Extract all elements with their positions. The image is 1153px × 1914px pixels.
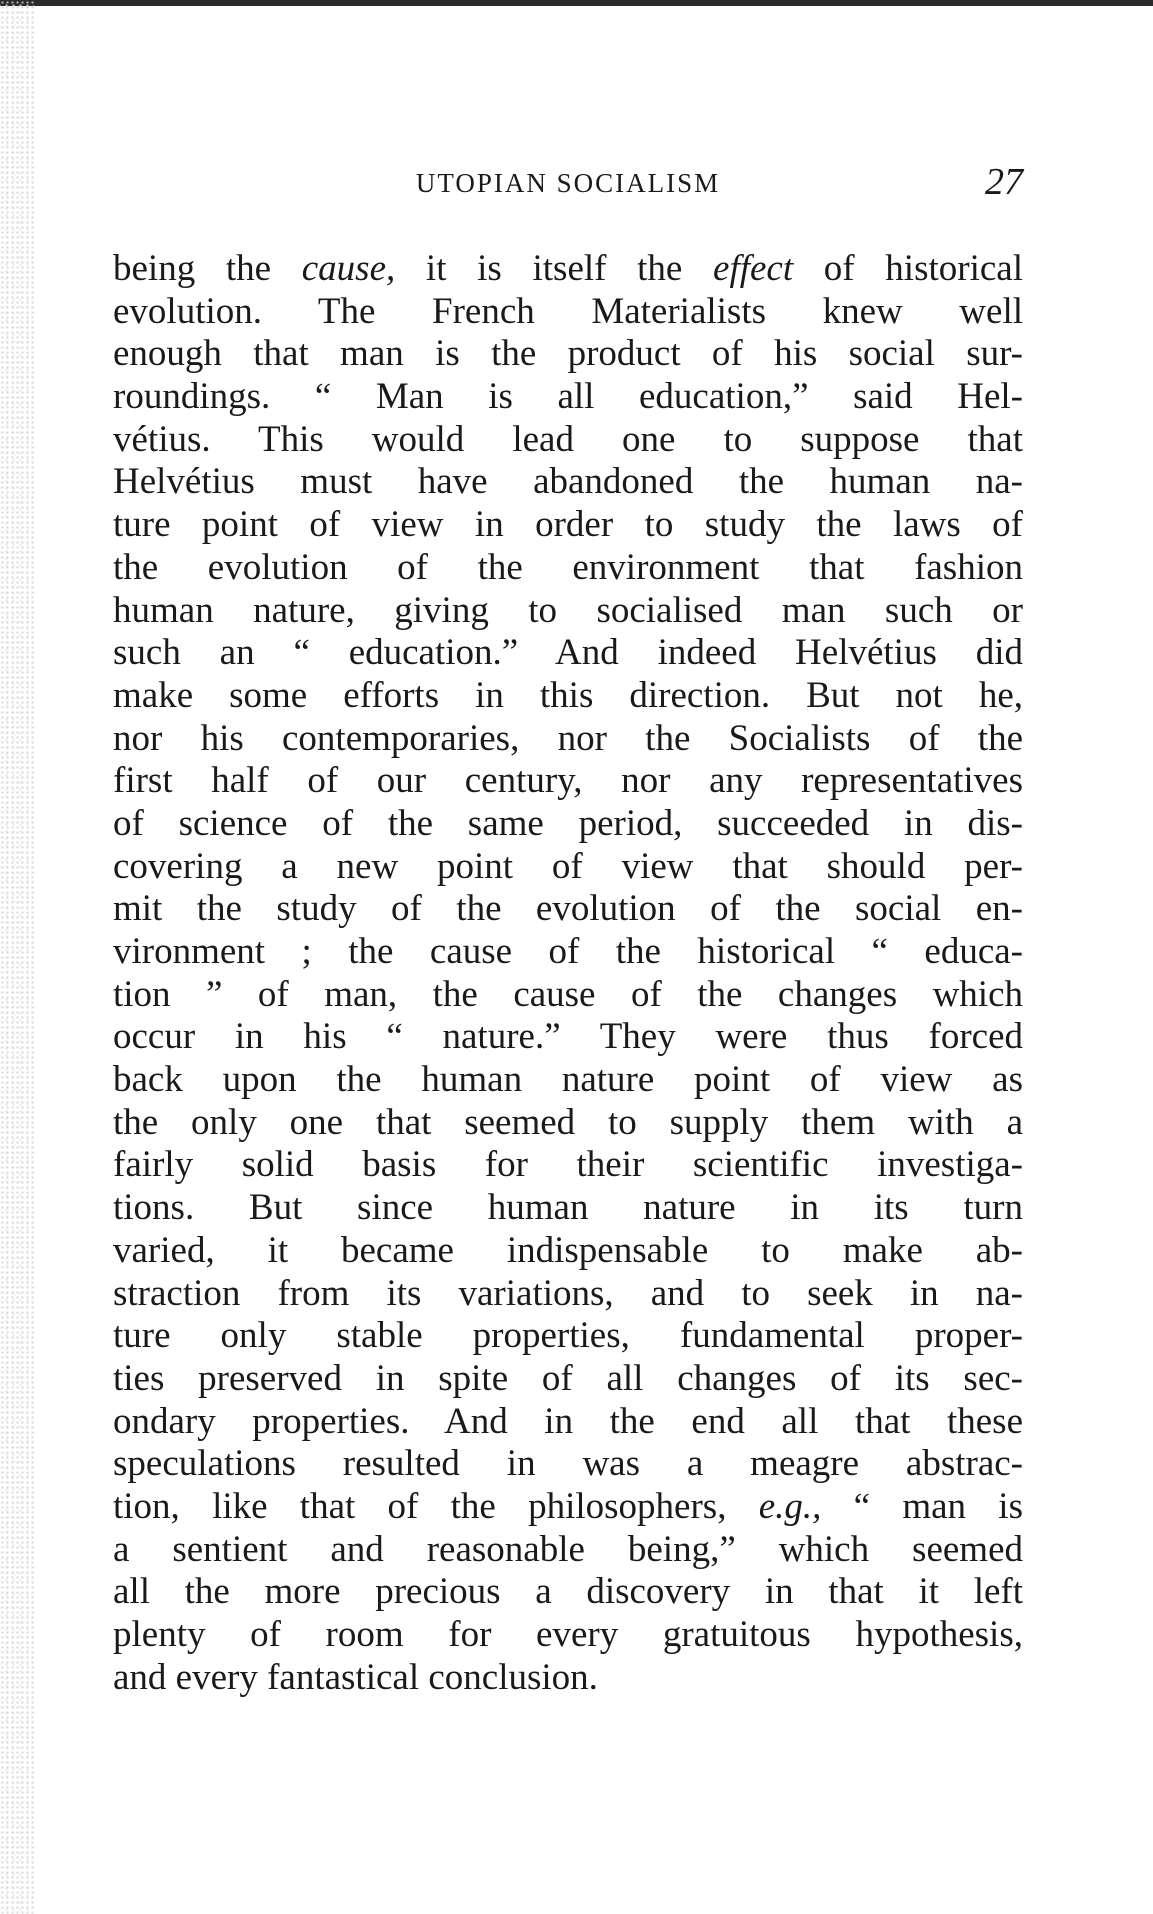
text-line: the only one that seemed to supply them with a <box>113 1101 1023 1143</box>
text-line: varied, it became indispensable to make ab- <box>113 1229 1023 1271</box>
text-line: being the cause, it is itself the effect of historical <box>113 248 1023 289</box>
text-line: Helvétius must have abandoned the human na- <box>113 461 1023 503</box>
text-line: fairly solid basis for their scientific investiga- <box>113 1144 1023 1186</box>
body-paragraph <box>113 248 1023 1699</box>
text-line: such an “ education.” And indeed Helvétius did <box>113 632 1023 674</box>
text-line: back upon the human nature point of view as <box>113 1059 1023 1101</box>
text-line: covering a new point of view that should per- <box>113 845 1023 887</box>
page-number: 27 <box>985 161 1023 203</box>
text-line: vironment ; the cause of the historical “ educa- <box>113 931 1023 972</box>
text-line: of science of the same period, succeeded in dis- <box>113 802 1023 844</box>
text-line: tion, like that of the philosophers, e.g., “ man is <box>113 1485 1023 1527</box>
text-line: speculations resulted in was a meagre abstrac- <box>113 1443 1023 1485</box>
text-line: nor his contemporaries, nor the Socialists of the <box>113 717 1023 759</box>
text-line: make some efforts in this direction. But not he, <box>113 674 1023 716</box>
text-line: first half of our century, nor any representatives <box>113 760 1023 802</box>
text-line: vétius. This would lead one to suppose that <box>113 418 1023 460</box>
text-line: roundings. “ Man is all education,” said Hel- <box>113 376 1023 418</box>
text-line: a sentient and reasonable being,” which seemed <box>113 1528 1023 1570</box>
text-line: mit the study of the evolution of the social en- <box>113 888 1023 930</box>
text-line: and every fantastical conclusion. <box>113 1656 598 1698</box>
text-line: ties preserved in spite of all changes of its sec- <box>113 1357 1023 1399</box>
text-line: straction from its variations, and to seek in na- <box>113 1272 1023 1314</box>
running-head <box>113 160 1023 210</box>
text-line: enough that man is the product of his social sur- <box>113 333 1023 375</box>
text-line: tions. But since human nature in its turn <box>113 1187 1023 1229</box>
text-line: all the more precious a discovery in that it left <box>113 1571 1023 1613</box>
text-line: occur in his “ nature.” They were thus forced <box>113 1016 1023 1058</box>
text-line: the evolution of the environment that fashion <box>113 546 1023 588</box>
text-line: human nature, giving to socialised man such or <box>113 589 1023 631</box>
text-line: plenty of room for every gratuitous hypothesis, <box>113 1614 1023 1655</box>
binding-gutter <box>0 0 34 1914</box>
running-title: UTOPIAN SOCIALISM <box>415 168 721 198</box>
text-line: ture point of view in order to study the laws of <box>113 504 1023 546</box>
book-page <box>113 160 1023 1699</box>
text-line: ondary properties. And in the end all that these <box>113 1400 1023 1442</box>
text-line: evolution. The French Materialists knew well <box>113 290 1023 332</box>
text-line: ture only stable properties, fundamental proper- <box>113 1315 1023 1357</box>
top-border-rule <box>0 0 1153 6</box>
text-line: tion ” of man, the cause of the changes which <box>113 973 1023 1015</box>
